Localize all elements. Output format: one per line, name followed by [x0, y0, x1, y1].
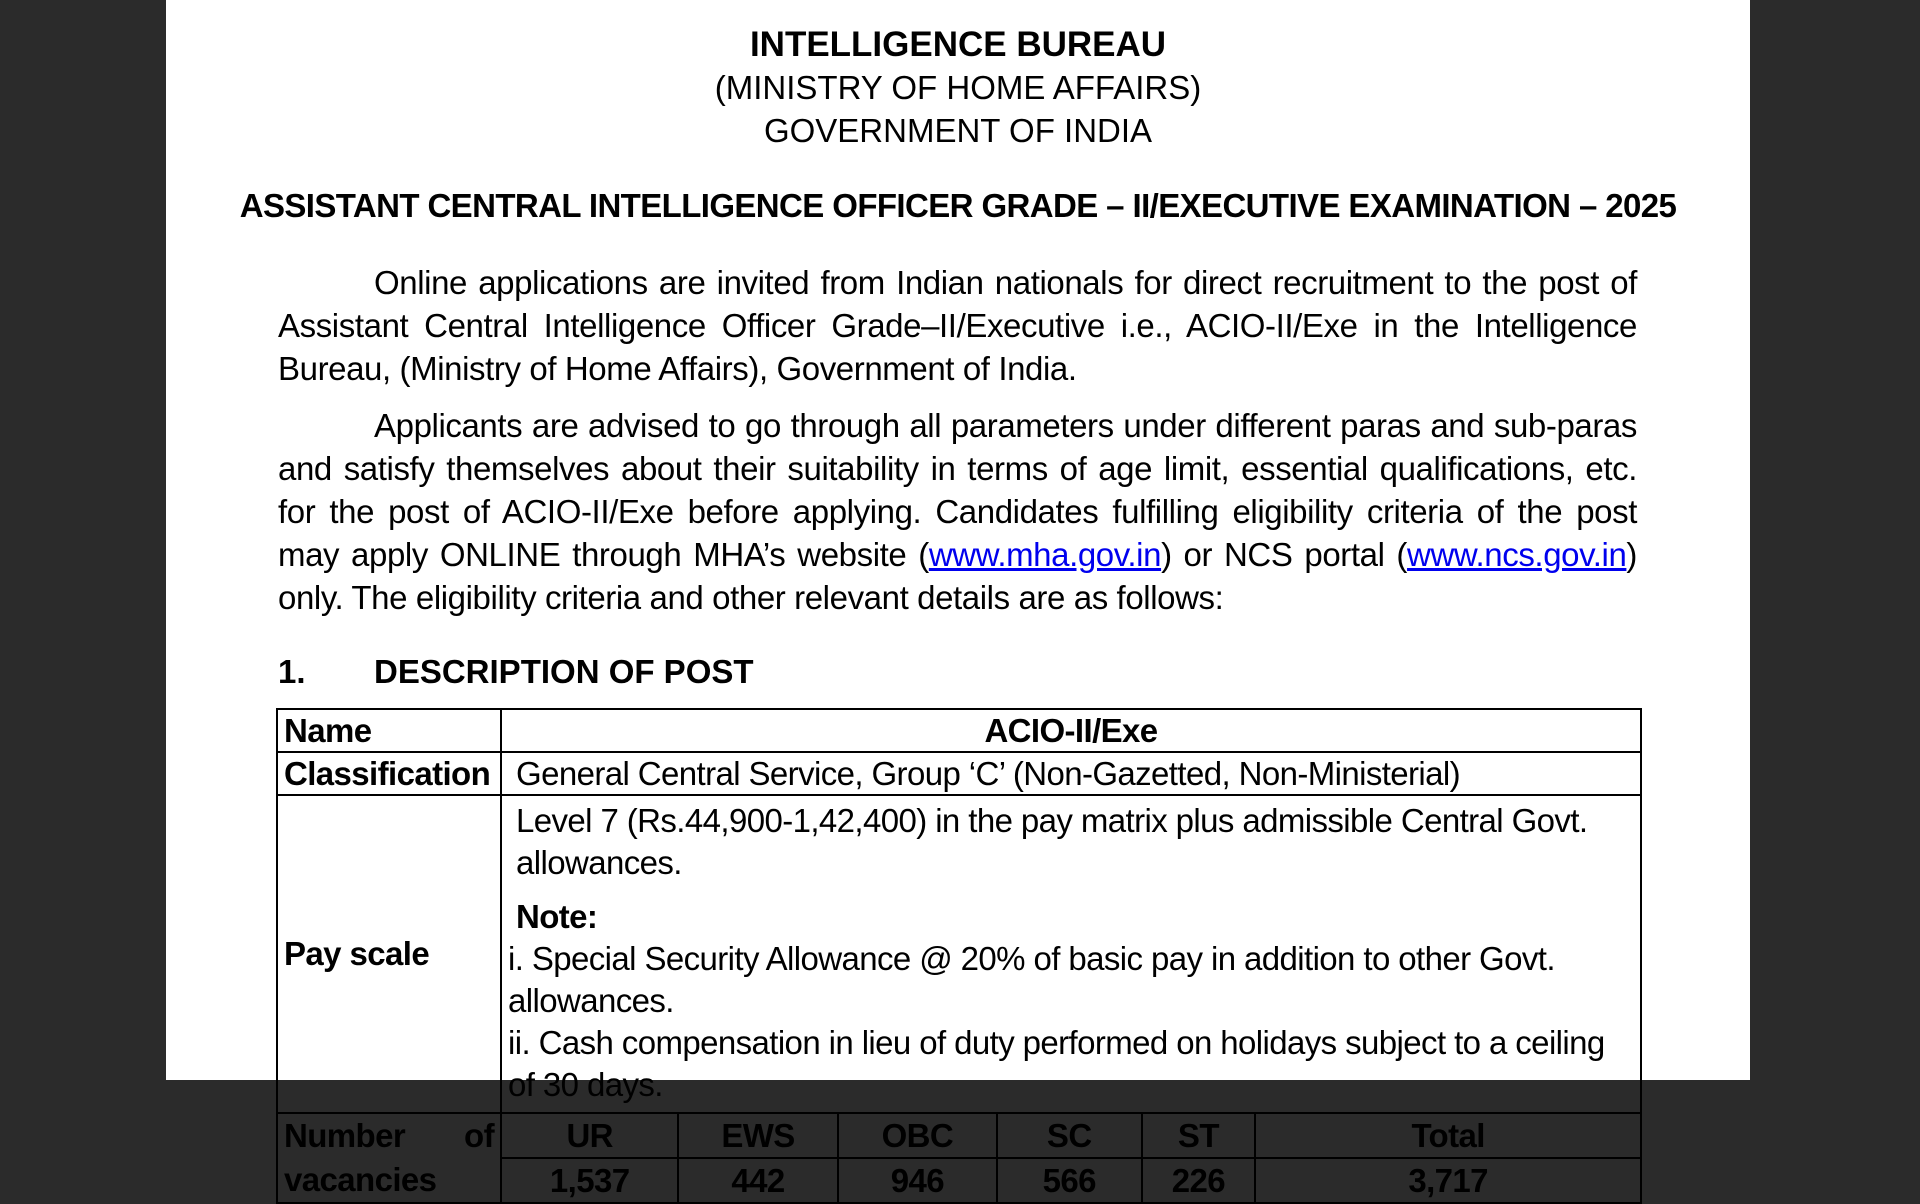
intro-paragraph-1: Online applications are invited from Indian nationals for direct recruitment to the post of Assistant Central Intelligence Officer Grade–II/Executive i.e., ACIO-II/Exe in the Intelligence Bureau, (Ministry of Home Affairs), Government of India.	[278, 264, 1637, 387]
para2-text-c: ) only. The eligibility criteria and other relevant details are as follows:	[278, 536, 1637, 616]
vacancy-header: ST	[1142, 1114, 1256, 1158]
vacancies-label	[277, 1113, 501, 1203]
pay-scale-label: Pay scale	[277, 795, 501, 1113]
name-value: ACIO-II/Exe	[501, 709, 1641, 752]
vacancies-label-of: of	[464, 1117, 494, 1154]
vacancy-header: OBC	[838, 1114, 997, 1158]
para2-text-b: ) or NCS portal (	[1161, 536, 1408, 573]
ncs-portal-link[interactable]: www.ncs.gov.in	[1407, 536, 1627, 573]
note-item-2: ii. Cash compensation in lieu of duty performed on holidays subject to a ceiling of 30 days.	[508, 1024, 1605, 1103]
classification-label: Classification	[277, 752, 501, 795]
table-row	[277, 795, 1641, 1113]
name-label: Name	[277, 709, 501, 752]
vacancies-cell	[501, 1113, 1641, 1203]
table-row	[277, 1113, 1641, 1203]
classification-value: General Central Service, Group ‘C’ (Non-Gazetted, Non-Ministerial)	[501, 752, 1641, 795]
vacancy-value: 1,537	[549, 1161, 630, 1199]
section-heading	[278, 651, 754, 693]
vacancies-value-row	[502, 1158, 1640, 1202]
vacancies-label-word: Number	[284, 1117, 406, 1154]
note-item-1: i. Special Security Allowance @ 20% of basic pay in addition to other Govt. allowances.	[508, 940, 1555, 1019]
vacancy-value: 566	[997, 1158, 1142, 1202]
ministry-heading: (MINISTRY OF HOME AFFAIRS)	[714, 69, 1202, 106]
vacancy-header: Total	[1255, 1114, 1640, 1158]
post-description-table	[276, 708, 1642, 1204]
section-title: DESCRIPTION OF POST	[374, 653, 754, 690]
vacancy-value: 3,717	[1255, 1158, 1640, 1202]
mha-website-link[interactable]: www.mha.gov.in	[928, 536, 1162, 573]
intro-paragraph-2	[278, 404, 1637, 619]
note-label: Note:	[516, 898, 598, 935]
pay-scale-value	[501, 795, 1641, 1113]
government-heading: GOVERNMENT OF INDIA	[763, 112, 1153, 149]
vacancy-value: 442	[678, 1158, 837, 1202]
org-heading: INTELLIGENCE BUREAU	[749, 25, 1167, 64]
vacancy-value: 226	[1142, 1158, 1256, 1202]
vacancy-header: UR	[502, 1114, 678, 1158]
table-row	[277, 752, 1641, 795]
vacancies-header-row	[502, 1114, 1640, 1158]
section-number: 1.	[278, 653, 306, 690]
exam-title: ASSISTANT CENTRAL INTELLIGENCE OFFICER GRADE – II/EXECUTIVE EXAMINATION – 2025	[239, 187, 1677, 224]
para2-text-a: Applicants are advised to go through all parameters under different paras and sub-paras and satisfy themselves about their suitability in terms of age limit, essential qualifications, etc. for the post of ACIO-II/Exe before applying. Candidates fulfilling eligibility criteria of the post may apply ONLINE through MHA’s website (	[278, 407, 1637, 573]
vacancy-header: SC	[997, 1114, 1142, 1158]
vacancy-value: 946	[838, 1158, 997, 1202]
vacancies-table	[502, 1114, 1640, 1202]
document-page	[166, 0, 1750, 1199]
vacancies-label-word: vacancies	[284, 1161, 437, 1198]
vacancy-header: EWS	[678, 1114, 837, 1158]
table-row	[277, 709, 1641, 752]
pay-level-text: Level 7 (Rs.44,900-1,42,400) in the pay matrix plus admissible Central Govt. allowances.	[516, 802, 1588, 881]
